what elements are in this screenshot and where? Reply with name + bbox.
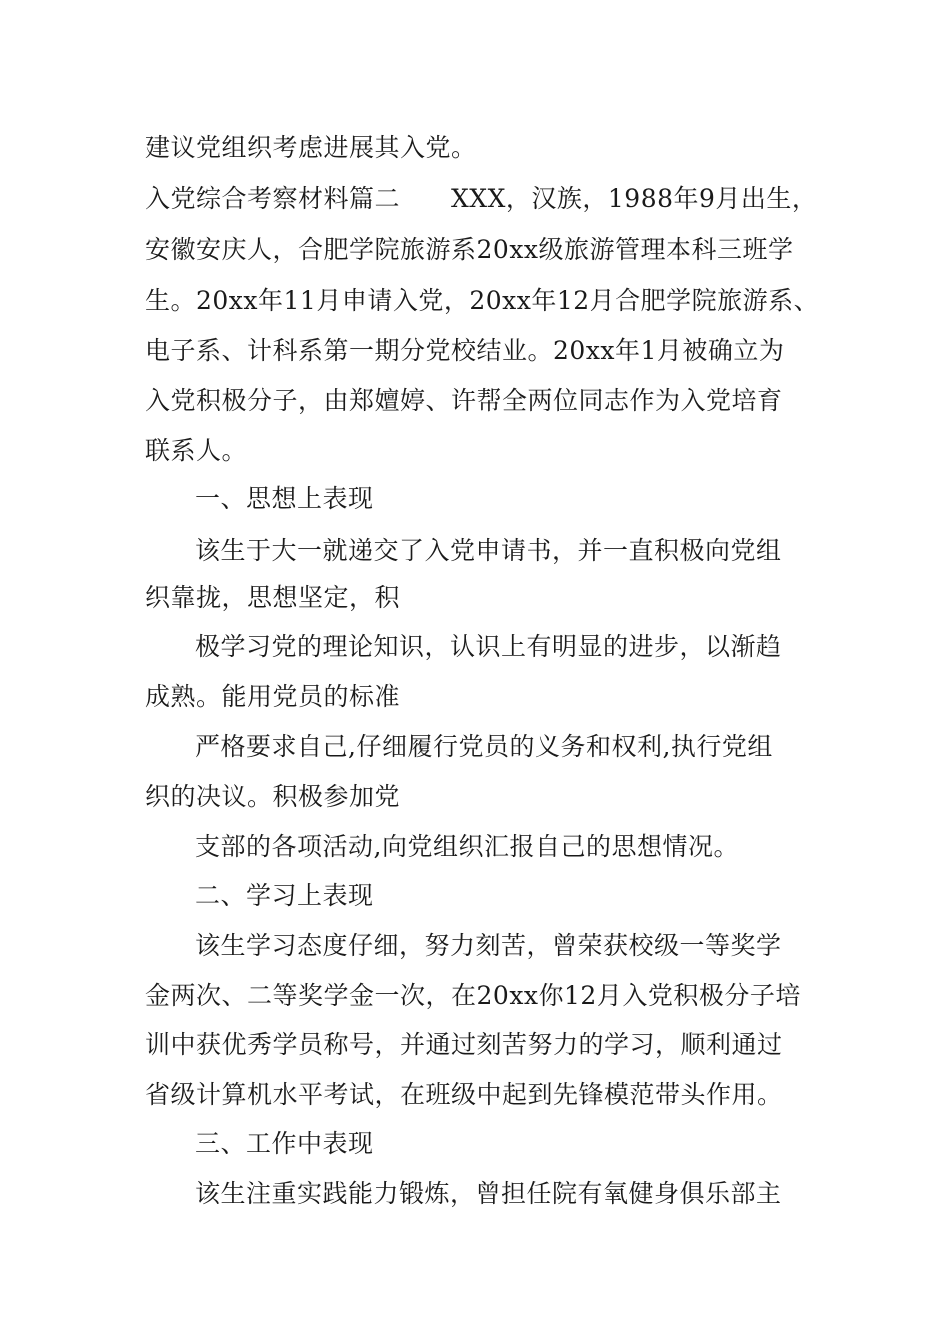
text-line: 该生注重实践能力锻炼，曾担任院有氧健身俱乐部主 <box>195 1179 782 1208</box>
text-line: 该生于大一就递交了入党申请书，并一直积极向党组 <box>195 536 782 565</box>
text-line: 省级计算机水平考试，在班级中起到先锋模范带头作用。 <box>145 1080 783 1109</box>
text-line: 联系人。 <box>145 436 248 465</box>
text-line: 建议党组织考虑进展其入党。 <box>145 133 477 162</box>
text-line: 该生学习态度仔细，努力刻苦，曾荣获校级一等奖学 <box>195 931 782 960</box>
text-line: 成熟。能用党员的标准 <box>145 682 401 711</box>
section-heading: 二、学习上表现 <box>195 881 374 910</box>
text-line: 入党综合考察材料篇二 XXX，汉族，1988年9月出生， <box>145 184 818 213</box>
section-heading: 一、思想上表现 <box>195 484 374 513</box>
text-line: 织靠拢，思想坚定，积 <box>145 583 401 612</box>
text-line: 生。20xx年11月申请入党，20xx年12月合肥学院旅游系、 <box>145 286 820 315</box>
text-line: 安徽安庆人，合肥学院旅游系20xx级旅游管理本科三班学 <box>145 235 794 264</box>
text-line: 织的决议。积极参加党 <box>145 782 401 811</box>
section-heading: 三、工作中表现 <box>195 1129 374 1158</box>
text-line: 金两次、二等奖学金一次，在20xx你12月入党积极分子培 <box>145 981 801 1010</box>
text-line: 支部的各项活动,向党组织汇报自己的思想情况。 <box>195 832 739 861</box>
text-line: 极学习党的理论知识，认识上有明显的进步，以渐趋 <box>195 632 782 661</box>
text-line: 电子系、计科系第一期分党校结业。20xx年1月被确立为 <box>145 336 785 365</box>
text-line: 严格要求自己,仔细履行党员的义务和权利,执行党组 <box>195 732 773 761</box>
text-line: 入党积极分子，由郑嬗婷、许帮全两位同志作为入党培育 <box>145 386 783 415</box>
text-line: 训中获优秀学员称号，并通过刻苦努力的学习，顺利通过 <box>145 1030 783 1059</box>
